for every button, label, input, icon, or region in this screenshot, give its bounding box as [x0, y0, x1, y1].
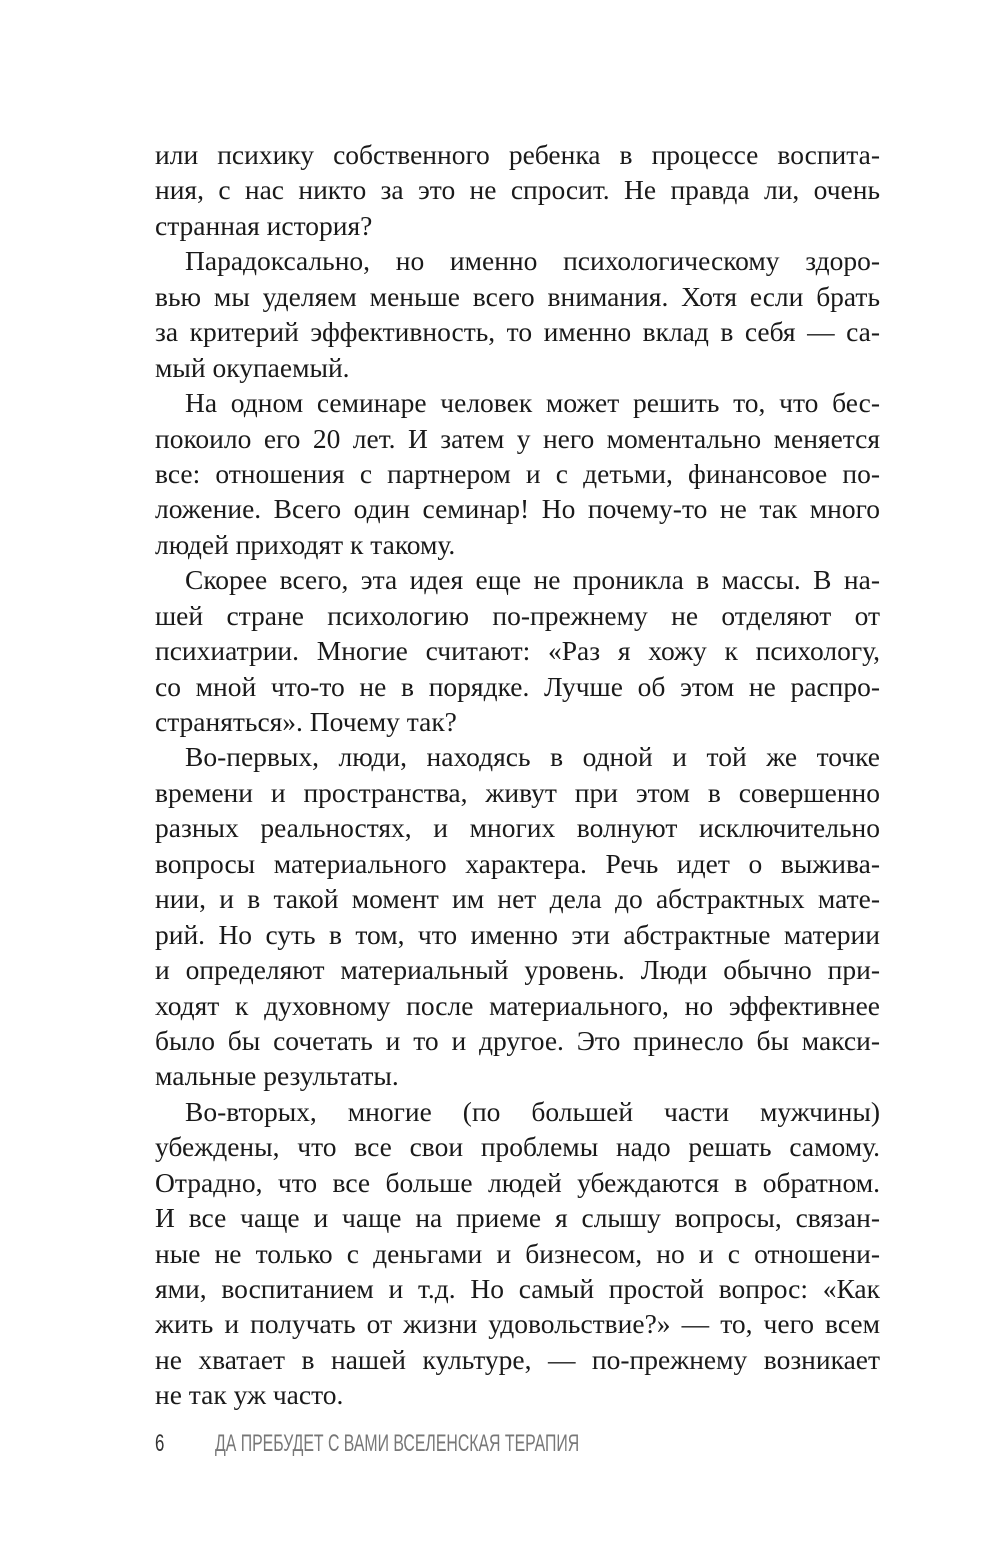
- text-line: жить и получать от жизни удовольствие?» — то, чего всем: [155, 1308, 880, 1340]
- text-line: все: отношения с партнером и с детьми, финансовое по-: [155, 457, 880, 489]
- text-line: со мной что-то не в порядке. Лучше об этом не распро-: [155, 670, 880, 702]
- text-line: странная история?: [155, 209, 373, 241]
- text-line: Парадоксально, но именно психологическому здоро-: [185, 245, 880, 277]
- paragraph: [155, 243, 880, 385]
- text-line: ходят к духовному после материального, но эффективнее: [155, 989, 880, 1021]
- text-line: вью мы уделяем меньше всего внимания. Хотя если брать: [155, 280, 880, 312]
- text-line: ния, с нас никто за это не спросит. Не правда ли, очень: [155, 174, 880, 206]
- page-number: 6: [155, 1430, 165, 1457]
- text-line: психиатрии. Многие считают: «Раз я хожу к психологу,: [155, 635, 880, 667]
- text-line: покоило его 20 лет. И затем у него моментально меняется: [155, 422, 880, 454]
- text-line: времени и пространства, живут при этом в совершенно: [155, 776, 880, 808]
- text-line: Во-первых, люди, находясь в одной и той же точке: [185, 741, 880, 773]
- text-line: или психику собственного ребенка в процессе воспита-: [155, 139, 880, 170]
- text-line: было бы сочетать и то и другое. Это принесло бы макси-: [155, 1024, 880, 1056]
- text-line: ложение. Всего один семинар! Но почему-то не так много: [155, 493, 880, 525]
- text-line: шей стране психологию по-прежнему не отделяют от: [155, 599, 880, 631]
- text-line: нии, и в такой момент им нет дела до абстрактных мате-: [155, 883, 880, 915]
- text-line: разных реальностях, и многих волнуют исключительно: [155, 812, 880, 844]
- text-line: Скорее всего, эта идея еще не проникла в массы. В на-: [185, 564, 880, 596]
- body-text: [155, 137, 880, 1413]
- text-line: ями, воспитанием и т.д. Но самый простой вопрос: «Как: [155, 1273, 880, 1304]
- text-line: мальные результаты.: [155, 1060, 399, 1092]
- text-line: рий. Но суть в том, что именно эти абстрактные материи: [155, 918, 880, 950]
- text-line: и определяют материальный уровень. Люди обычно при-: [155, 954, 880, 986]
- text-line: убеждены, что все свои проблемы надо решать самому.: [155, 1131, 880, 1163]
- paragraph: [155, 385, 880, 562]
- text-line: людей приходят к такому.: [155, 528, 456, 560]
- text-line: не так уж часто.: [155, 1379, 344, 1411]
- text-line: страняться». Почему так?: [155, 706, 457, 737]
- text-line: мый окупаемый.: [155, 351, 350, 383]
- paragraph: [155, 137, 880, 243]
- paragraph: [155, 1094, 880, 1413]
- running-title: ДА ПРЕБУДЕТ С ВАМИ ВСЕЛЕНСКАЯ ТЕРАПИЯ: [215, 1430, 580, 1457]
- text-line: ные не только с деньгами и бизнесом, но и с отношени-: [155, 1237, 880, 1269]
- text-line: На одном семинаре человек может решить то, что бес-: [185, 387, 880, 419]
- text-line: И все чаще и чаще на приеме я слышу вопросы, связан-: [155, 1202, 880, 1234]
- paragraph: [155, 562, 880, 739]
- paragraph: [155, 739, 880, 1093]
- text-line: Отрадно, что все больше людей убеждаются в обратном.: [155, 1166, 880, 1198]
- text-line: не хватает в нашей культуре, — по-прежнему возникает: [155, 1343, 880, 1375]
- text-line: вопросы материального характера. Речь идет о выжива-: [155, 847, 880, 879]
- text-line: за критерий эффективность, то именно вклад в себя — са-: [155, 316, 880, 348]
- text-line: Во-вторых, многие (по большей части мужчины): [185, 1095, 880, 1127]
